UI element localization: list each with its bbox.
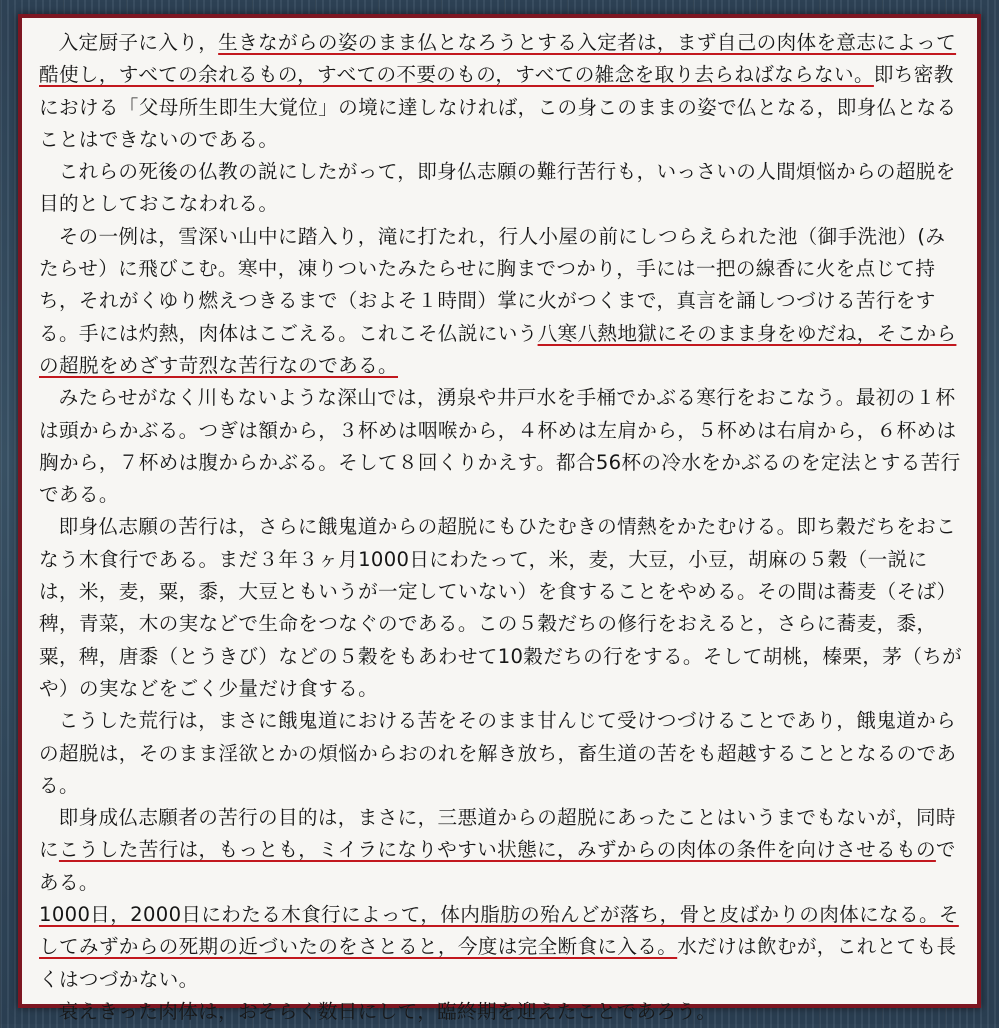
- paragraph-9: [39, 996, 964, 1028]
- paragraph-6: [39, 705, 964, 802]
- underlined-passage: 1000日，2000日にわたる木食行によって，体内脂肪の殆んどが落ち，骨と皮ばかりの肉体になる。そしてみずからの死期の近づいたのをさとると，今度は完全断食に入る。: [39, 903, 959, 959]
- text-span: その一例は，雪深い山中に踏入り，滝に打たれ，行人小屋の前にしつらえられた池（御手洗池）(みたらせ）に飛びこむ。寒中，凍りついたみたらせに胸までつかり，手には一把の線香に火を点じて持ち，それがくゆり燃えつきるまで（およそ１時間）掌に火がつくまで，真言を誦しつづける苦行をする。手には灼熱，肉体はこごえる。これこそ仏説にいう: [39, 224, 946, 345]
- paragraph-2: [39, 156, 964, 221]
- text-span: 即身成仏志願者の苦行の目的は，まさに，三悪道からの超脱にあったことはいうまでもないが，同時に: [39, 806, 956, 862]
- text-span: みたらせがなく川もないような深山では，湧泉や井戸水を手桶でかぶる寒行をおこなう。最初の１杯は頭からかぶる。つぎは額から，３杯めは咽喉から，４杯めは左肩から，５杯めは右肩から，６杯めは胸から，７杯めは腹からかぶる。そして８回くりかえす。都合56杯の冷水をかぶるのを定法とする苦行である。: [39, 386, 961, 507]
- text-span: 即ち密教における「父母所生即生大覚位」の境に達しなければ，この身このままの姿で仏となる，即身仏となることはできないのである。: [39, 63, 957, 151]
- text-span: である。: [39, 838, 956, 894]
- underlined-passage: 八寒八熱地獄にそのまま身をゆだね，そこからの超脱をめざす苛烈な苦行なのである。: [39, 321, 957, 377]
- paragraph-8: [39, 899, 964, 996]
- paragraph-3: [39, 221, 964, 382]
- paragraph-7: [39, 802, 964, 899]
- text-span: 衰えきった肉体は，おそらく数日にして，臨終期を迎えたことであろう。: [58, 999, 717, 1023]
- text-span: これらの死後の仏教の説にしたがって，即身仏志願の難行苦行も，いっさいの人間煩悩からの超脱を目的としておこなわれる。: [39, 160, 956, 216]
- paragraph-5: [39, 511, 964, 705]
- paragraph-4: [39, 382, 964, 511]
- text-span: 水だけは飲むが，これとても長くはつづかない。: [39, 935, 957, 991]
- document-text: [39, 27, 964, 1028]
- underlined-passage: 生きながらの姿のまま仏となろうとする入定者は，まず自己の肉体を意志によって酷使し，すべての余れるもの，すべての不要のもの，すべての雑念を取り去らねばならない。: [39, 31, 957, 87]
- underlined-passage: こうした苦行は，もっとも，ミイラになりやすい状態に，みずからの肉体の条件を向けさせるもの: [58, 838, 936, 862]
- text-span: 入定厨子に入り，: [58, 31, 219, 54]
- document-page: [18, 14, 981, 1023]
- text-span: 即身仏志願の苦行は，さらに餓鬼道からの超脱にもひたむきの情熱をかたむける。即ち穀だちをおこなう木食行である。まだ３年３ヶ月1000日にわたって，米，麦，大豆，小豆，胡麻の５穀（一説には，米，麦，粟，黍，大豆ともいうが一定していない）を食することをやめる。その間は蕎麦（そば）稗，青菜，木の実などで生命をつなぐのである。この５穀だちの修行をおえると，さらに蕎麦，黍，粟，稗，唐黍（とうきび）などの５穀をもあわせて10穀だちの行をする。そして胡桃，榛栗，茅（ちがや）の実などをごく少量だけ食する。: [39, 515, 963, 700]
- text-span: こうした荒行は，まさに餓鬼道における苦をそのまま甘んじて受けつづけることであり，餓鬼道からの超脱は，そのまま淫欲とかの煩悩からおのれを解き放ち，畜生道の苦をも超越することとなるのである。: [39, 709, 957, 797]
- paragraph-1: [39, 27, 964, 156]
